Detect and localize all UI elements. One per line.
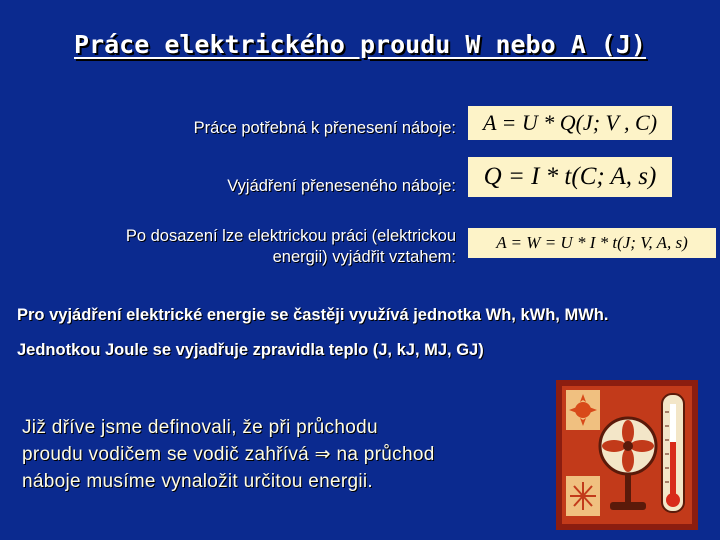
heat-note bbox=[22, 414, 435, 495]
heat-note-line3: náboje musíme vynaložit určitou energii. bbox=[22, 471, 374, 492]
row-label-charge: Vyjádření přeneseného náboje: bbox=[227, 177, 456, 195]
row-label-substitution-line2: energii) vyjádřit vztahem: bbox=[272, 248, 456, 266]
paragraph-units-wh: Pro vyjádření elektrické energie se častěji využívá jednotka Wh, kWh, MWh. bbox=[17, 306, 609, 324]
formula-work: A = U * Q(J; V , C) bbox=[468, 106, 672, 140]
row-label-substitution-line1: Po dosazení lze elektrickou práci (elektrickou bbox=[125, 227, 456, 245]
slide-title: Práce elektrického proudu W nebo A (J) bbox=[74, 30, 646, 59]
heat-note-line2 bbox=[22, 441, 435, 468]
heat-note-line2-end: na průchod bbox=[336, 444, 435, 465]
paragraph-joule-heat: Jednotkou Joule se vyjadřuje zpravidla teplo (J, kJ, MJ, GJ) bbox=[17, 341, 484, 359]
row-label-substitution bbox=[126, 226, 456, 268]
heat-note-line2-start: proudu vodičem se vodič zahřívá bbox=[22, 444, 310, 465]
fan-heater-thermometer-clipart-icon bbox=[556, 380, 698, 530]
implies-arrow-icon: ⇒ bbox=[314, 444, 331, 465]
formula-energy: A = W = U * I * t(J; V, A, s) bbox=[468, 228, 716, 258]
heat-note-line1: Již dříve jsme definovali, že při průchodu bbox=[22, 417, 378, 438]
formula-charge: Q = I * t(C; A, s) bbox=[468, 157, 672, 197]
row-label-work: Práce potřebná k přenesení náboje: bbox=[193, 119, 456, 137]
